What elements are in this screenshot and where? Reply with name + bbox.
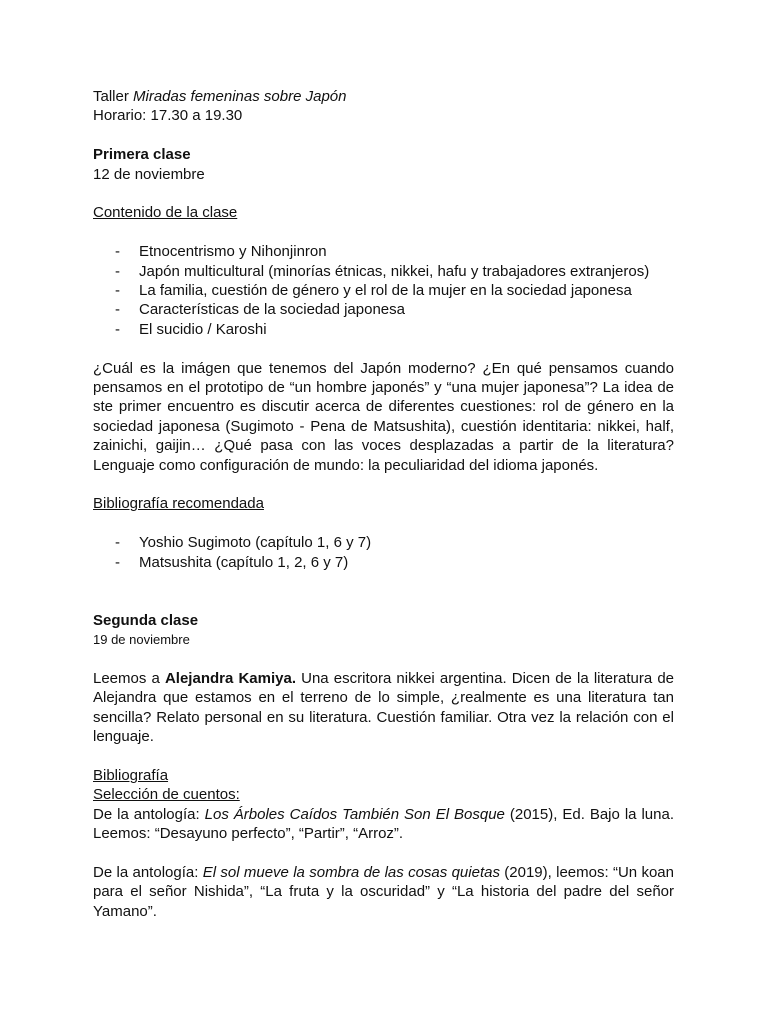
anthology1-title: Los Árboles Caídos También Son El Bosque (204, 805, 505, 823)
list-item: - Etnocentrismo y Nihonjinron (93, 242, 674, 261)
workshop-title: Miradas femeninas sobre Japón (133, 88, 347, 105)
list-item: - Yoshio Sugimoto (capítulo 1, 6 y 7) (93, 533, 674, 552)
class1-bibliography-list (93, 533, 674, 572)
class2-intro (93, 669, 674, 747)
class1-contents-heading: Contenido de la clase (93, 204, 238, 222)
anthology2-rest: (2019), leemos: “Un koan para el señor Nishida”, “La fruta y la oscuridad” y “La historia del padre del señor Yamano”. (93, 864, 674, 920)
class2-selection-heading: Selección de cuentos: (93, 786, 240, 804)
class2-bibliography-heading: Bibliografía (93, 767, 169, 785)
list-item: - Matsushita (capítulo 1, 2, 6 y 7) (93, 553, 674, 572)
workshop-prefix: Taller (93, 88, 134, 105)
class1-topics-list (93, 242, 674, 339)
list-item: - Características de la sociedad japonesa (93, 300, 674, 319)
class2-intro-rest: Una escritora nikkei argentina. Dicen de la literatura de Alejandra que estamos en el terreno de lo simple, ¿realmente es una literatura tan sencilla? Relato personal en su literatura. Cuestión familiar. Otra vez la relación con el lenguaje. (93, 670, 674, 746)
list-item: - La familia, cuestión de género y el rol de la mujer en la sociedad japonesa (93, 281, 674, 300)
anthology2-title: El sol mueve la sombra de las cosas quietas (202, 864, 500, 882)
anthology2-prefix: De la antología: (93, 864, 203, 882)
anthology1-rest: (2015), Ed. Bajo la luna. Leemos: “Desayuno perfecto”, “Partir”, “Arroz”. (93, 805, 674, 843)
workshop-line (93, 87, 674, 106)
list-item: - El sucidio / Karoshi (93, 320, 674, 339)
class1-bibliography-heading: Bibliografía recomendada (93, 495, 264, 513)
class2-title: Segunda clase (93, 611, 199, 629)
class2-author: Alejandra Kamiya. (164, 670, 296, 688)
anthology1-prefix: De la antología: (93, 805, 205, 823)
schedule: Horario: 17.30 a 19.30 (93, 107, 243, 125)
class1-description: ¿Cuál es la imágen que tenemos del Japón moderno? ¿En qué pensamos cuando pensamos en el prototipo de “un hombre japonés” y “una mujer japonesa”? La idea de ste primer encuentro es discutir acerca de diferentes cuestiones: rol de género en la sociedad japonesa (Sugimoto - Pena de Matsushita), cuestión identitaria: nikkei, half, zainichi, gaijin… ¿Qué pasa con las voces desplazadas a partir de la literatura? Lenguaje como configuración de mundo: la peculiaridad del idioma japonés. (93, 359, 674, 474)
class2-date: 19 de noviembre (93, 632, 190, 648)
class1-title: Primera clase (93, 146, 191, 164)
list-item: - Japón multicultural (minorías étnicas, nikkei, hafu y trabajadores extranjeros) (93, 262, 674, 281)
class2-intro-prefix: Leemos a (93, 670, 165, 688)
document-page (93, 87, 674, 921)
class2-anthology-2 (93, 863, 674, 921)
class2-anthology-1 (93, 805, 674, 844)
class1-date: 12 de noviembre (93, 165, 205, 183)
